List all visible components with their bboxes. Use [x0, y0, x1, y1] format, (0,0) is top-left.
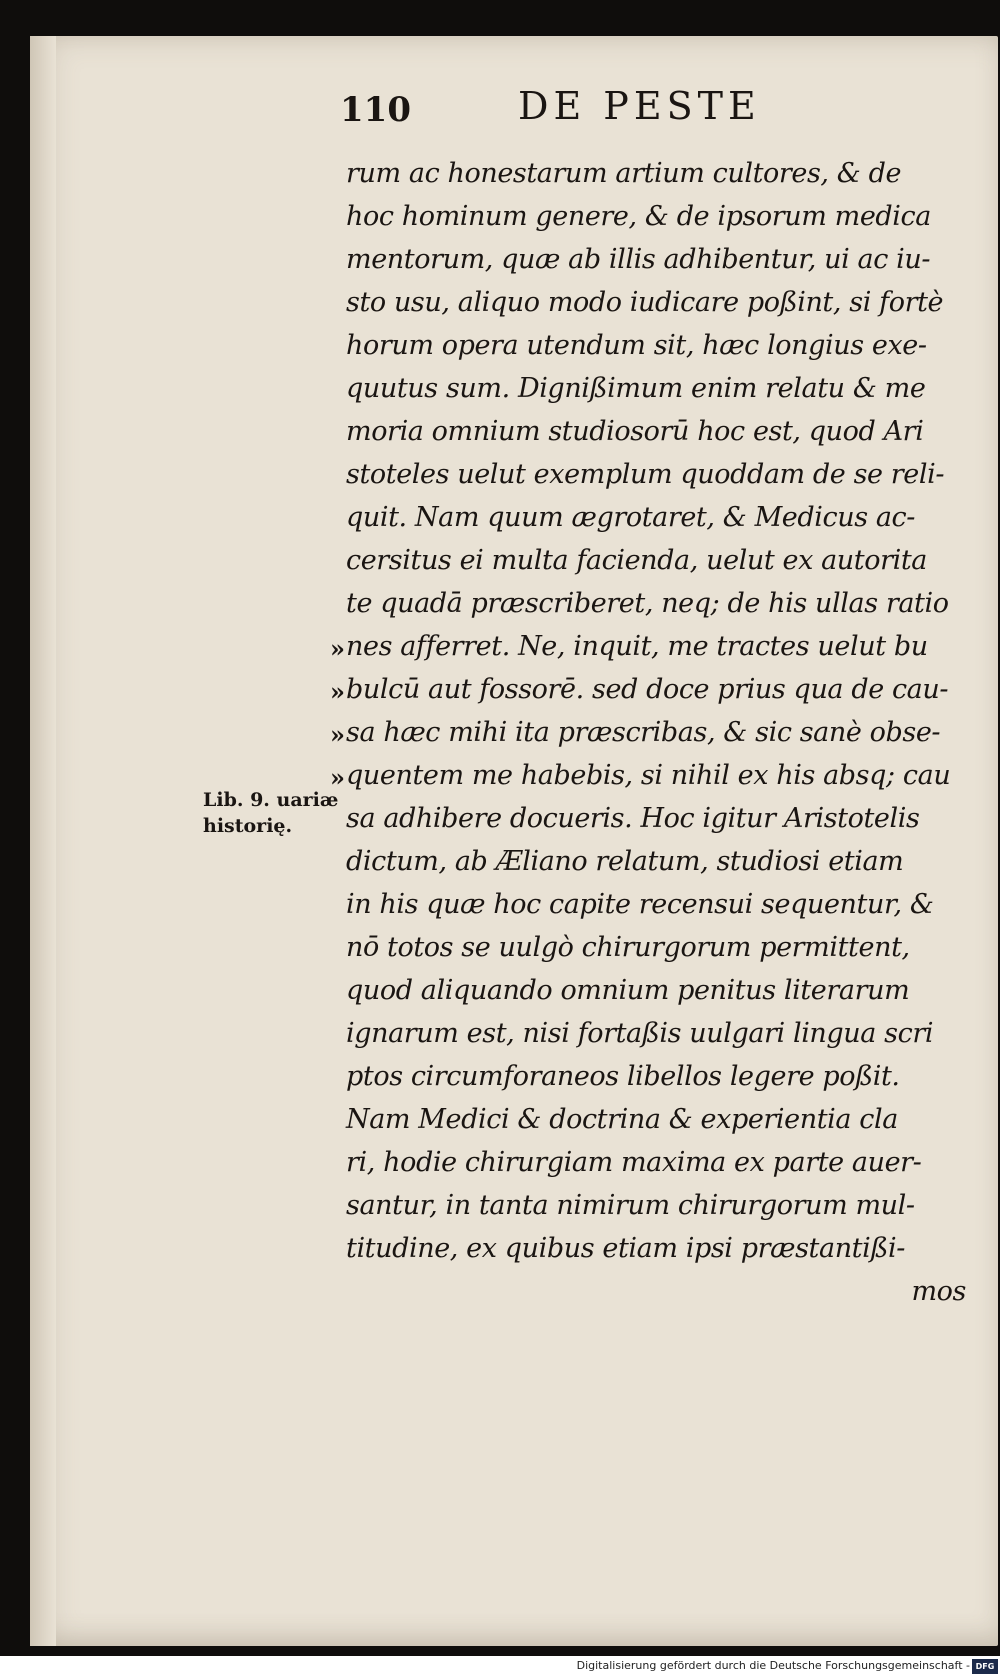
dfg-logo-icon: DFG — [972, 1659, 998, 1674]
running-head: DE PESTE — [518, 84, 761, 128]
text-line: stoteles uelut exemplum quoddam de se reli- — [346, 459, 945, 490]
text-line: nō totos se uulgò chirurgorum permittent, — [346, 932, 910, 963]
page-header — [340, 82, 820, 142]
text-line: ri, hodie chirurgiam maxima ex parte auer- — [346, 1147, 922, 1178]
text-line: hoc hominum genere, & de ipsorum medica — [346, 201, 931, 232]
text-line: quentem me habebis, si nihil ex his absq; cau — [346, 760, 951, 791]
page-number: 110 — [340, 90, 411, 130]
text-line: horum opera utendum sit, hæc longius exe- — [346, 330, 927, 361]
quotation-mark: » — [330, 720, 345, 749]
quotation-mark: » — [330, 677, 345, 706]
marginal-note — [203, 787, 353, 839]
quotation-mark: » — [330, 763, 345, 792]
text-line: in his quæ hoc capite recensui sequentur, & — [346, 889, 934, 920]
marginal-note-line: historię. — [203, 815, 293, 837]
text-line: sa hæc mihi ita præscribas, & sic sanè obse- — [346, 717, 941, 748]
text-line: mentorum, quæ ab illis adhibentur, ui ac iu- — [346, 244, 931, 275]
text-line: te quadā præscriberet, neq; de his ullas ratio — [346, 588, 949, 619]
text-line: bulcū aut fossorē. sed doce prius qua de cau- — [346, 674, 949, 705]
text-line: nes afferret. Ne, inquit, me tractes uelut bu — [346, 631, 928, 662]
text-line: quutus sum. Dignißimum enim relatu & me — [346, 373, 926, 404]
quotation-mark: » — [330, 634, 345, 663]
text-line: sa adhibere docueris. Hoc igitur Aristotelis — [346, 803, 920, 834]
text-line: moria omnium studiosorū hoc est, quod Ari — [346, 416, 924, 447]
text-line: quod aliquando omnium penitus literarum — [346, 975, 910, 1006]
body-text — [346, 152, 986, 1313]
text-line: sto usu, aliquo modo iudicare poßint, si fortè — [346, 287, 944, 318]
funding-credit: Digitalisierung gefördert durch die Deutsche Forschungsgemeinschaft - — [576, 1659, 970, 1672]
page-spine-shadow — [30, 36, 56, 1646]
text-line: Nam Medici & doctrina & experientia cla — [346, 1104, 898, 1135]
text-line: titudine, ex quibus etiam ipsi præstantißi- — [346, 1233, 905, 1264]
footer-bar — [0, 1656, 1000, 1679]
text-line: dictum, ab Æliano relatum, studiosi etiam — [346, 846, 904, 877]
text-line: rum ac honestarum artium cultores, & de — [346, 158, 902, 189]
marginal-note-line: Lib. 9. uariæ — [203, 789, 339, 811]
text-line: ignarum est, nisi fortaßis uulgari lingua scri — [346, 1018, 934, 1049]
catchword: mos — [911, 1276, 966, 1307]
text-line: santur, in tanta nimirum chirurgorum mul- — [346, 1190, 915, 1221]
text-line: ptos circumforaneos libellos legere poßit. — [346, 1061, 900, 1092]
text-line: quit. Nam quum ægrotaret, & Medicus ac- — [346, 502, 916, 533]
text-line: cersitus ei multa facienda, uelut ex autorita — [346, 545, 927, 576]
